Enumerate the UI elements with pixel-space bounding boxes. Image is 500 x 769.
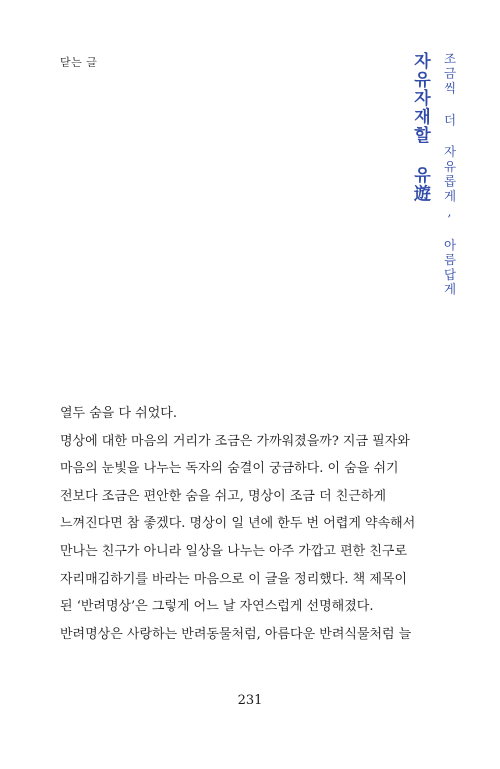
body-text [60, 400, 460, 648]
body-line: 전보다 조금은 편안한 숨을 쉬고, 명상이 조금 더 친근하게 [60, 488, 387, 504]
body-line: 자리매김하기를 바라는 마음으로 이 글을 정리했다. 책 제목이 [60, 571, 408, 587]
body-line: 된 ‘반려명상’은 그렇게 어느 날 자연스럽게 선명해졌다. [60, 599, 374, 615]
body-line: 느껴진다면 참 좋겠다. 명상이 일 년에 한두 번 어렵게 약속해서 [60, 516, 416, 532]
body-line: 반려명상은 사랑하는 반려동물처럼, 아름다운 반려식물처럼 늘 [60, 626, 412, 642]
body-line: 만나는 친구가 아니라 일상을 나누는 아주 가깝고 편한 친구로 [60, 543, 408, 559]
chapter-subtitle: 조금씩 더 자유롭게, 아름답게 [442, 52, 457, 298]
page-number: 231 [237, 693, 263, 708]
body-line: 마음의 눈빛을 나누는 독자의 숨결이 궁금하다. 이 숨을 쉬기 [60, 461, 399, 477]
body-line: 열두 숨을 다 쉬었다. [60, 406, 177, 421]
body-line: 명상에 대한 마음의 거리가 조금은 가까워졌을까? 지금 필자와 [60, 433, 410, 449]
section-label: 닫는 글 [60, 56, 98, 69]
chapter-title: 자유자재할 유遊 [410, 52, 430, 203]
